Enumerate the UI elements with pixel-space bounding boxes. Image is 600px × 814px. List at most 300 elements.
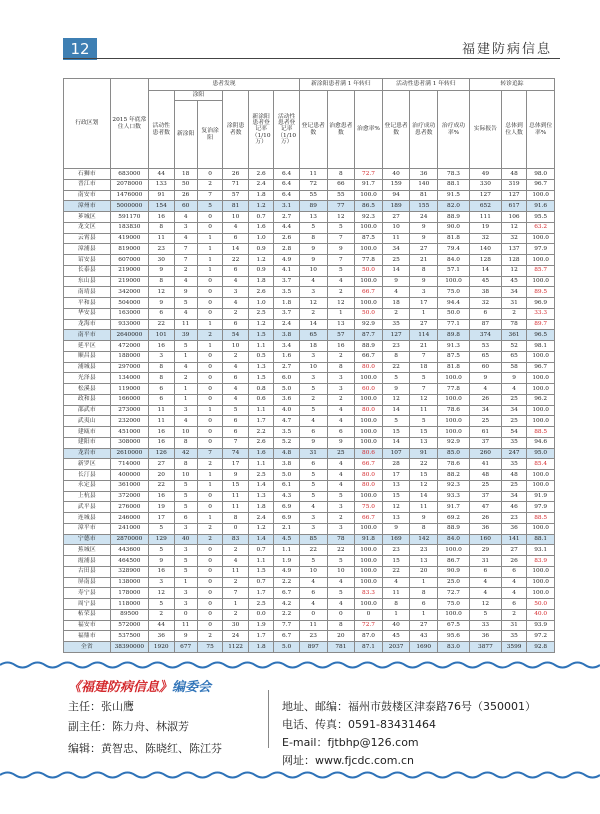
value-cell: 2.5 (248, 599, 274, 610)
value-cell: 86.5 (355, 201, 383, 212)
value-cell: 0 (327, 609, 355, 620)
value-cell: 5 (327, 222, 355, 233)
value-cell: 40.0 (527, 609, 555, 620)
statistics-table (63, 78, 555, 653)
value-cell: 6 (149, 394, 175, 405)
value-cell: 89.8 (438, 330, 470, 341)
value-cell: 3 (149, 577, 175, 588)
value-cell: 5 (223, 405, 249, 416)
value-cell: 38 (469, 287, 501, 298)
value-cell: 247 (501, 448, 527, 459)
table-row (64, 222, 555, 233)
value-cell: 100.0 (355, 373, 383, 384)
value-cell: 100.0 (438, 276, 470, 287)
value-cell: 66.7 (355, 287, 383, 298)
value-cell: 15 (410, 470, 438, 481)
value-cell: 5 (410, 416, 438, 427)
region-cell: 光泽县 (64, 373, 111, 384)
value-cell: 308000 (110, 437, 148, 448)
value-cell: 14 (382, 405, 410, 416)
value-cell: 22 (299, 545, 327, 556)
value-cell: 6.7 (274, 588, 300, 599)
value-cell: 10 (327, 566, 355, 577)
value-cell: 504000 (110, 298, 148, 309)
value-cell: 1.2 (248, 523, 274, 534)
region-cell: 龙文区 (64, 222, 111, 233)
value-cell: 75.0 (438, 287, 470, 298)
table-row (64, 480, 555, 491)
table-row (64, 427, 555, 438)
value-cell: 85.0 (438, 448, 470, 459)
value-cell: 54 (223, 330, 249, 341)
value-cell: 54 (501, 427, 527, 438)
region-cell: 屏南县 (64, 577, 111, 588)
table-row (64, 566, 555, 577)
value-cell: 10 (299, 362, 327, 373)
value-cell: 5 (174, 341, 197, 352)
value-cell: 80.0 (355, 470, 383, 481)
value-cell: 154 (149, 201, 175, 212)
value-cell: 36 (469, 631, 501, 642)
value-cell: 100.0 (438, 609, 470, 620)
value-cell: 374 (469, 330, 501, 341)
value-cell: 27 (149, 459, 175, 470)
value-cell: 87 (469, 319, 501, 330)
value-cell: 933000 (110, 319, 148, 330)
value-cell: 4 (501, 577, 527, 588)
value-cell: 2 (223, 351, 249, 362)
value-cell: 93.1 (527, 545, 555, 556)
region-cell: 华安县 (64, 308, 111, 319)
table-row (64, 631, 555, 642)
value-cell: 3 (149, 351, 175, 362)
value-cell: 92.8 (527, 642, 555, 653)
region-cell: 霞浦县 (64, 556, 111, 567)
value-cell: 4 (223, 362, 249, 373)
value-cell: 2 (327, 351, 355, 362)
value-cell: 2.4 (274, 319, 300, 330)
value-cell: 6 (327, 427, 355, 438)
value-cell: 90.0 (438, 222, 470, 233)
value-cell: 88.9 (355, 341, 383, 352)
value-cell: 5 (149, 545, 175, 556)
value-cell: 0 (223, 523, 249, 534)
value-cell: 1.5 (248, 373, 274, 384)
value-cell: 4 (299, 276, 327, 287)
value-cell: 1.8 (248, 276, 274, 287)
value-cell: 2.4 (248, 513, 274, 524)
value-cell: 53 (469, 341, 501, 352)
value-cell: 2 (299, 308, 327, 319)
value-cell: 159 (382, 179, 410, 190)
table-row (64, 265, 555, 276)
region-cell: 柘荣县 (64, 609, 111, 620)
value-cell: 260 (469, 448, 501, 459)
value-cell: 12 (410, 394, 438, 405)
value-cell: 3 (174, 523, 197, 534)
value-cell: 28 (382, 459, 410, 470)
value-cell: 1.9 (248, 620, 274, 631)
value-cell: 4 (223, 298, 249, 309)
value-cell: 2 (327, 513, 355, 524)
value-cell: 0 (197, 394, 223, 405)
value-cell: 1 (382, 609, 410, 620)
value-cell: 3 (299, 351, 327, 362)
value-cell: 66.7 (355, 513, 383, 524)
value-cell: 1 (174, 394, 197, 405)
value-cell: 3 (174, 599, 197, 610)
value-cell: 26 (469, 394, 501, 405)
value-cell: 92.3 (438, 480, 470, 491)
value-cell: 4 (174, 212, 197, 223)
table-row (64, 405, 555, 416)
value-cell: 50.0 (355, 308, 383, 319)
value-cell: 1.1 (274, 545, 300, 556)
value-cell: 3 (327, 384, 355, 395)
value-cell: 100.0 (355, 416, 383, 427)
value-cell: 1.6 (248, 222, 274, 233)
value-cell: 5 (299, 384, 327, 395)
value-cell: 25.0 (438, 577, 470, 588)
value-cell: 22 (149, 480, 175, 491)
value-cell: 107 (382, 448, 410, 459)
value-cell: 0.6 (248, 394, 274, 405)
value-cell: 6 (223, 265, 249, 276)
value-cell: 5 (299, 222, 327, 233)
value-cell: 12 (410, 480, 438, 491)
value-cell: 4 (327, 405, 355, 416)
value-cell: 3 (327, 523, 355, 534)
value-cell: 8 (327, 362, 355, 373)
region-cell: 建阳市 (64, 437, 111, 448)
value-cell: 96.7 (527, 362, 555, 373)
value-cell: 5.0 (274, 384, 300, 395)
value-cell: 0 (197, 362, 223, 373)
value-cell: 100.0 (527, 566, 555, 577)
value-cell: 61 (469, 427, 501, 438)
value-cell: 714000 (110, 459, 148, 470)
value-cell: 6.4 (274, 179, 300, 190)
group-detect: 患者发现 (149, 79, 300, 91)
value-cell: 0 (197, 169, 223, 180)
value-cell: 12 (501, 265, 527, 276)
value-cell: 34 (501, 287, 527, 298)
value-cell: 1 (197, 341, 223, 352)
group-active-outcome: 活动性患者满 1 年转归 (382, 79, 469, 91)
col-active-rate: 活动性患者登记率（1/10万） (274, 91, 300, 169)
value-cell: 2 (197, 179, 223, 190)
value-cell: 100.0 (527, 373, 555, 384)
value-cell: 31 (469, 556, 501, 567)
value-cell: 2.1 (274, 523, 300, 534)
value-cell: 80.6 (355, 448, 383, 459)
value-cell: 0.7 (248, 212, 274, 223)
value-cell: 48 (501, 169, 527, 180)
value-cell: 12 (149, 287, 175, 298)
value-cell: 27 (382, 212, 410, 223)
value-cell: 111 (469, 212, 501, 223)
value-cell: 126 (149, 448, 175, 459)
value-cell: 7 (197, 448, 223, 459)
value-cell: 35 (501, 631, 527, 642)
value-cell: 11 (410, 502, 438, 513)
value-cell: 11 (149, 405, 175, 416)
value-cell: 6 (299, 459, 327, 470)
value-cell: 17 (149, 513, 175, 524)
value-cell: 8 (410, 265, 438, 276)
value-cell: 16 (149, 566, 175, 577)
value-cell: 5 (197, 201, 223, 212)
value-cell: 27 (410, 244, 438, 255)
value-cell: 87.5 (355, 233, 383, 244)
table-row (64, 523, 555, 534)
value-cell: 118000 (110, 599, 148, 610)
value-cell: 16 (149, 427, 175, 438)
value-cell: 1 (174, 577, 197, 588)
value-cell: 9 (410, 233, 438, 244)
value-cell: 4 (327, 480, 355, 491)
value-cell: 2 (223, 545, 249, 556)
value-cell: 219000 (110, 265, 148, 276)
value-cell: 72.7 (355, 620, 383, 631)
value-cell: 91.8 (355, 534, 383, 545)
region-cell: 上杭县 (64, 491, 111, 502)
value-cell: 92.3 (355, 212, 383, 223)
value-cell: 2 (197, 534, 223, 545)
value-cell: 617 (501, 201, 527, 212)
value-cell: 2 (197, 459, 223, 470)
value-cell: 1.0 (248, 298, 274, 309)
value-cell: 0.7 (248, 577, 274, 588)
value-cell: 14 (382, 437, 410, 448)
table-row (64, 394, 555, 405)
value-cell: 2.5 (248, 308, 274, 319)
table-row (64, 384, 555, 395)
value-cell: 100.0 (438, 545, 470, 556)
value-cell: 5 (174, 556, 197, 567)
value-cell: 13 (382, 480, 410, 491)
value-cell: 86.7 (438, 556, 470, 567)
value-cell: 246000 (110, 513, 148, 524)
table-row (64, 513, 555, 524)
value-cell: 6.0 (274, 373, 300, 384)
table-row (64, 362, 555, 373)
region-cell: 全省 (64, 642, 111, 653)
table-row (64, 319, 555, 330)
value-cell: 2 (174, 373, 197, 384)
value-cell: 100.0 (355, 222, 383, 233)
value-cell: 9 (327, 437, 355, 448)
value-cell: 11 (149, 233, 175, 244)
value-cell: 6 (299, 588, 327, 599)
value-cell: 0 (197, 599, 223, 610)
value-cell: 1476000 (110, 190, 148, 201)
value-cell: 83.9 (527, 556, 555, 567)
value-cell: 8 (382, 351, 410, 362)
region-cell: 龙岩市 (64, 448, 111, 459)
value-cell: 96.9 (527, 298, 555, 309)
value-cell: 4 (223, 276, 249, 287)
value-cell: 178000 (110, 588, 148, 599)
value-cell: 9 (149, 556, 175, 567)
value-cell: 22 (382, 566, 410, 577)
region-cell: 龙海市 (64, 319, 111, 330)
value-cell: 652 (469, 201, 501, 212)
value-cell: 34 (382, 244, 410, 255)
value-cell: 361000 (110, 480, 148, 491)
value-cell: 20 (410, 566, 438, 577)
value-cell: 0 (197, 609, 223, 620)
value-cell: 127 (382, 330, 410, 341)
value-cell: 22 (223, 255, 249, 266)
value-cell: 1920 (149, 642, 175, 653)
value-cell: 607000 (110, 255, 148, 266)
table-row (64, 534, 555, 545)
value-cell: 6 (223, 319, 249, 330)
value-cell: 5 (174, 566, 197, 577)
value-cell: 9 (299, 244, 327, 255)
value-cell: 0 (197, 287, 223, 298)
value-cell: 5.0 (274, 642, 300, 653)
value-cell: 4 (382, 287, 410, 298)
value-cell: 4.9 (274, 566, 300, 577)
value-cell: 0.5 (248, 351, 274, 362)
value-cell: 3 (299, 523, 327, 534)
footer-website: 网址：www.fjcdc.com.cn (282, 754, 414, 767)
value-cell: 2 (197, 631, 223, 642)
value-cell: 133 (149, 179, 175, 190)
value-cell: 4 (327, 276, 355, 287)
value-cell: 1.4 (248, 534, 274, 545)
value-cell: 20 (327, 631, 355, 642)
col-smear-pos: 涂阳 (174, 91, 223, 101)
value-cell: 4 (327, 577, 355, 588)
value-cell: 100.0 (355, 244, 383, 255)
value-cell: 15 (382, 556, 410, 567)
value-cell: 84.0 (438, 255, 470, 266)
value-cell: 3 (327, 373, 355, 384)
value-cell: 13 (382, 513, 410, 524)
value-cell: 50.0 (438, 308, 470, 319)
value-cell: 95.5 (527, 212, 555, 223)
value-cell: 49 (469, 169, 501, 180)
table-row (64, 179, 555, 190)
value-cell: 60.0 (355, 384, 383, 395)
footer-editors: 编辑：黄智忠、陈晓红、陈江芬 (68, 742, 222, 755)
value-cell: 11 (299, 169, 327, 180)
value-cell: 134000 (110, 373, 148, 384)
value-cell: 100.0 (527, 190, 555, 201)
value-cell: 7.7 (274, 620, 300, 631)
region-cell: 福安市 (64, 620, 111, 631)
value-cell: 2.2 (248, 427, 274, 438)
footer-email: E-mail：fjtbhp@126.com (282, 736, 419, 749)
value-cell: 80.0 (355, 362, 383, 373)
value-cell: 5 (299, 480, 327, 491)
value-cell: 25 (501, 416, 527, 427)
value-cell: 25 (327, 448, 355, 459)
value-cell: 7 (197, 190, 223, 201)
region-cell: 邵武市 (64, 405, 111, 416)
value-cell: 0 (197, 308, 223, 319)
value-cell: 100.0 (355, 437, 383, 448)
value-cell: 100.0 (438, 427, 470, 438)
value-cell: 1.2 (248, 201, 274, 212)
value-cell: 65 (299, 330, 327, 341)
value-cell: 5 (327, 491, 355, 502)
value-cell: 2640000 (110, 330, 148, 341)
value-cell: 137 (501, 244, 527, 255)
value-cell: 85.7 (527, 265, 555, 276)
value-cell: 2.6 (274, 233, 300, 244)
value-cell: 140 (410, 179, 438, 190)
value-cell: 81.8 (438, 362, 470, 373)
value-cell: 91.9 (527, 491, 555, 502)
value-cell: 2037 (382, 642, 410, 653)
region-cell: 延平区 (64, 341, 111, 352)
value-cell: 81 (223, 201, 249, 212)
value-cell: 101 (149, 330, 175, 341)
value-cell: 9 (410, 513, 438, 524)
value-cell: 100.0 (527, 470, 555, 481)
value-cell: 25 (501, 394, 527, 405)
value-cell: 10 (223, 212, 249, 223)
value-cell: 0.7 (248, 545, 274, 556)
value-cell: 1.9 (274, 556, 300, 567)
value-cell: 88.9 (438, 523, 470, 534)
value-cell: 3.7 (274, 308, 300, 319)
value-cell: 1.7 (248, 631, 274, 642)
value-cell: 79.4 (438, 244, 470, 255)
value-cell: 12 (382, 394, 410, 405)
value-cell: 7 (327, 233, 355, 244)
value-cell: 0 (197, 427, 223, 438)
table-row (64, 416, 555, 427)
value-cell: 5 (299, 556, 327, 567)
value-cell: 4.4 (274, 222, 300, 233)
value-cell: 96.5 (527, 330, 555, 341)
value-cell: 22 (149, 319, 175, 330)
value-cell: 2 (223, 609, 249, 620)
value-cell: 9 (149, 298, 175, 309)
value-cell: 58 (501, 362, 527, 373)
value-cell: 26 (501, 556, 527, 567)
value-cell: 6 (223, 416, 249, 427)
value-cell: 0 (197, 566, 223, 577)
value-cell: 97.2 (527, 631, 555, 642)
table-row (64, 287, 555, 298)
value-cell: 88.1 (438, 179, 470, 190)
value-cell: 5 (299, 491, 327, 502)
table-row (64, 620, 555, 631)
value-cell: 3.4 (274, 341, 300, 352)
value-cell: 9 (223, 470, 249, 481)
journal-title: 福建防病信息 (461, 42, 552, 57)
value-cell: 0 (197, 373, 223, 384)
value-cell: 78 (501, 319, 527, 330)
col-cure-rate: 治愈率% (355, 91, 383, 169)
value-cell: 36 (410, 169, 438, 180)
value-cell: 3 (174, 588, 197, 599)
value-cell: 4 (299, 416, 327, 427)
value-cell: 9 (174, 631, 197, 642)
value-cell: 1122 (223, 642, 249, 653)
value-cell: 106 (501, 212, 527, 223)
footer-deputy: 副主任：陈力舟、林淑芳 (68, 720, 189, 733)
table-row (64, 491, 555, 502)
value-cell: 15 (382, 427, 410, 438)
value-cell: 95.6 (438, 631, 470, 642)
